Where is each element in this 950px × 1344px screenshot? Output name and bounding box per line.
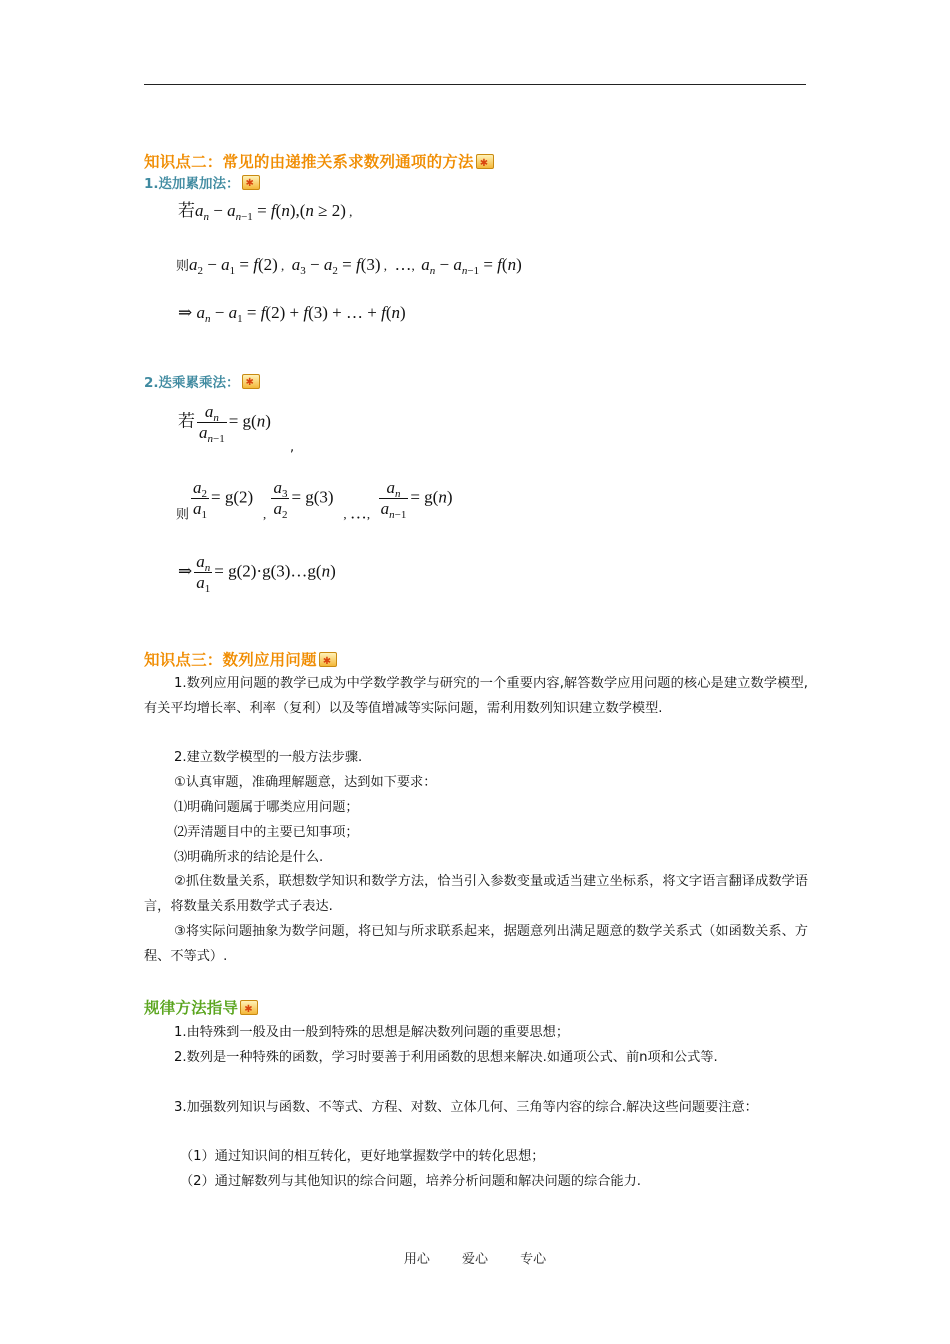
section4-title: 规律方法指导 [144, 999, 239, 1017]
ellipsis: … [394, 255, 412, 274]
section3-sub2: ⑵弄清题目中的主要已知事项； [174, 825, 359, 840]
page-footer [0, 1248, 950, 1267]
section4-item3: 3.加强数列知识与函数、不等式、方程、对数、立体几何、三角等内容的综合.解决这些问题要注意： [174, 1100, 758, 1115]
formula-m2-condition: 若 $\frac{a_n}{a_{n-1}}$ = g(n) [178, 402, 271, 445]
footer-text: 爱心 [461, 1252, 488, 1267]
method1-heading [144, 175, 260, 193]
if-word: 若 [178, 411, 195, 432]
section3-sub3: ⑶明确所求的结论是什么. [174, 850, 324, 865]
then-word: 则 [176, 507, 190, 523]
section4-item1: 1.由特殊到一般及由一般到特殊的思想是解决数列问题的重要思想； [174, 1025, 570, 1040]
ellipsis: … [349, 503, 367, 523]
formula-m1-then: 则$a_2 - a_1 = f(2)$ , $a_3 - a_2 = f(3)$ , …, $a_n - a_{n-1} = f(n)$ [176, 255, 522, 277]
folder-star-icon[interactable] [240, 1000, 258, 1015]
footer-text: 用心 [403, 1252, 430, 1267]
section4-sub2: （2）通过解数列与其他知识的综合问题，培养分析问题和解决问题的综合能力. [180, 1174, 641, 1189]
section2-title: 知识点二：常见的由递推关系求数列通项的方法 [144, 153, 474, 171]
section3-step3: ③将实际问题抽象为数学问题，将已知与所求联系起来，据题意列出满足题意的数学关系式（如函数关系、方程、不等式）. [144, 924, 808, 964]
method1-title: 1.迭加累加法： [144, 176, 240, 192]
section4-heading [144, 998, 258, 1018]
folder-star-icon[interactable] [476, 154, 494, 169]
section3-sub1: ⑴明确问题属于哪类应用问题； [174, 800, 359, 815]
footer-text: 专心 [520, 1252, 547, 1267]
section3-step1: ①认真审题，准确理解题意，达到如下要求： [174, 775, 437, 790]
folder-star-icon[interactable] [319, 652, 337, 667]
section2-heading [144, 152, 494, 172]
formula-m1-result: ⇒ $a_n - a_1 = f(2) + f(3)$ + … + f(n) [178, 303, 406, 325]
section3-para2: 2.建立数学模型的一般方法步骤. [174, 750, 363, 765]
method2-heading [144, 374, 260, 392]
fraction: $\frac{a_n}{a_{n-1}}$ [199, 402, 225, 445]
comma: , [290, 440, 295, 455]
section3-title: 知识点三：数列应用问题 [144, 651, 317, 669]
if-word: 若 [178, 201, 195, 221]
folder-star-icon[interactable] [242, 374, 260, 389]
formula-m2-result: ⇒ $\frac{a_n}{a_1}$ = g(2)·g(3)…g(n) [178, 552, 336, 595]
section3-step2: ②抓住数量关系，联想数学知识和数学方法，恰当引入参数变量或适当建立坐标系，将文字语言翻译成数学语言，将数量关系用数学式子表达. [144, 874, 808, 914]
section3-heading [144, 650, 337, 670]
section3-para1: 1.数列应用问题的教学已成为中学数学教学与研究的一个重要内容,解答数学应用问题的核心是建立数学模型,有关平均增长率、利率（复利）以及等值增减等实际问题，需利用数列知识建立数学模型. [144, 676, 808, 716]
then-word: 则 [176, 259, 190, 274]
section4-item2: 2.数列是一种特殊的函数，学习时要善于利用函数的思想来解决.如通项公式、前n项和公式等. [174, 1050, 718, 1065]
section4-sub1: （1）通过知识间的相互转化，更好地掌握数学中的转化思想； [180, 1149, 545, 1164]
formula-m2-then: $_则$ $\frac{a_2}{a_1}$ = g(2) $_,$ $\frac{a_3}{a_2}$ = g(3) $_,$ $\dots_,$ $\frac{a_n}{a_{n-1}}$ = g(n) [176, 478, 453, 523]
folder-star-icon[interactable] [242, 175, 260, 190]
method2-title: 2.迭乘累乘法： [144, 375, 240, 391]
header-rule [144, 84, 806, 85]
formula-m1-condition: 若$a_n - a_{n-1} = f(n),(n \ge 2)$ , [178, 201, 353, 223]
